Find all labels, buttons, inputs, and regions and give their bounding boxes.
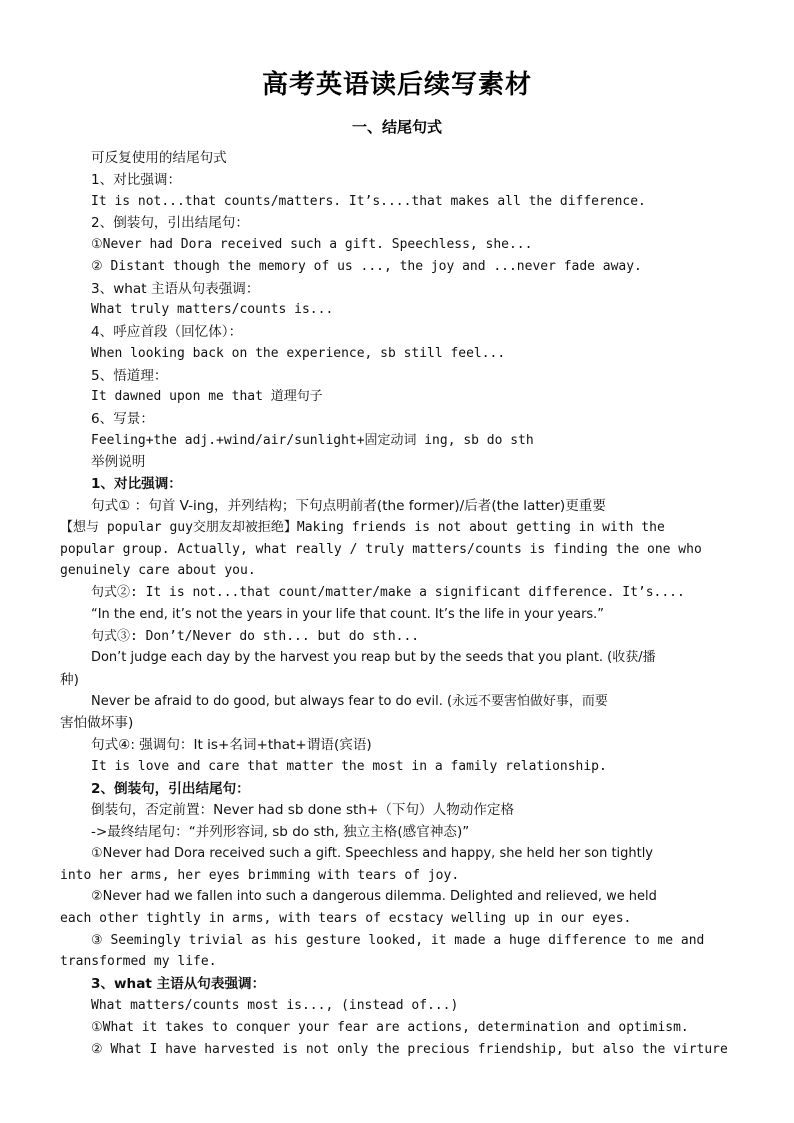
document-title: 高考英语读后续写素材 — [261, 70, 532, 100]
text-line: ①Never had Dora received such a gift. Speechless and happy, she held her son tightly — [91, 846, 653, 861]
text-line: 2、倒装句，引出结尾句： — [91, 215, 249, 231]
text-line: 5、悟道理： — [91, 368, 168, 384]
text-line: 4、呼应首段（回忆体）： — [91, 324, 243, 340]
text-line: When looking back on the experience, sb still feel... — [91, 346, 506, 361]
text-line: 1、对比强调： — [91, 172, 182, 188]
text-line: 句式① ：句首 V-ing，并列结构；下句点明前者(the former)/后者(the latter)更重要 — [91, 498, 606, 514]
text-line: ①What it takes to conquer your fear are actions, determination and optimism. — [91, 1020, 689, 1035]
text-line: Feeling+the adj.+wind/air/sunlight+固定动词 ing, sb do sth — [91, 433, 534, 448]
text-line: genuinely care about you. — [60, 563, 256, 578]
text-line: ③ Seemingly trivial as his gesture looked, it made a huge difference to me and — [91, 933, 705, 948]
text-line: 可反复使用的结尾句式 — [91, 150, 227, 166]
quote-line: “In the end, it’s not the years in your life that count. It’s the life in your years.” — [91, 607, 605, 622]
text-line: 句式③: Don’t/Never do sth... but do sth... — [91, 629, 420, 644]
text-line: 句式④: 强调句：It is+名词+that+谓语(宾语) — [91, 737, 372, 753]
text-line: Never be afraid to do good, but always fear to do evil. (永远不要害怕做好事，而要 — [91, 694, 608, 709]
subsection-heading: 1、对比强调： — [91, 476, 182, 492]
text-line: into her arms, her eyes brimming with tears of joy. — [60, 868, 460, 883]
text-line: It is love and care that matter the most in a family relationship. — [91, 759, 607, 774]
text-line: popular group. Actually, what really / truly matters/counts is finding the one who — [60, 542, 702, 557]
text-line: It is not...that counts/matters. It’s....that makes all the difference. — [91, 194, 646, 209]
subsection-heading: 3、what 主语从句表强调： — [91, 976, 266, 992]
text-line: 种) — [60, 672, 79, 688]
text-line: ①Never had Dora received such a gift. Speechless, she... — [91, 237, 533, 252]
text-line: 句式②: It is not...that count/matter/make a significant difference. It’s.... — [91, 585, 685, 600]
text-line: Don’t judge each day by the harvest you reap but by the seeds that you plant. (收获/播 — [91, 650, 656, 665]
text-line: 举例说明 — [91, 454, 146, 470]
text-line: ② What I have harvested is not only the precious friendship, but also the virture — [91, 1042, 728, 1057]
text-line: 3、what 主语从句表强调： — [91, 281, 260, 297]
text-line: ② Distant though the memory of us ..., the joy and ...never fade away. — [91, 259, 642, 274]
section-heading: 一、结尾句式 — [351, 118, 442, 136]
subsection-heading: 2、倒装句，引出结尾句： — [91, 781, 250, 797]
text-line: 【想与 popular guy交朋友却被拒绝】Making friends is not about getting in with the — [60, 520, 665, 535]
text-line: What truly matters/counts is... — [91, 302, 334, 317]
text-line: ->最终结尾句：“并列形容词, sb do sth, 独立主格(感官神态)” — [91, 824, 470, 840]
text-line: 倒装句，否定前置：Never had sb done sth+（下句）人物动作定格 — [91, 802, 515, 818]
text-line: 6、写景： — [91, 411, 154, 427]
text-line: ②Never had we fallen into such a dangerous dilemma. Delighted and relieved, we held — [91, 889, 657, 904]
text-line: What matters/counts most is..., (instead of...) — [91, 998, 459, 1013]
text-line: 害怕做坏事) — [60, 715, 134, 731]
text-line: each other tightly in arms, with tears of ecstacy welling up in our eyes. — [60, 911, 632, 926]
text-line: transformed my life. — [60, 954, 217, 969]
text-line: It dawned upon me that 道理句子 — [91, 389, 323, 404]
